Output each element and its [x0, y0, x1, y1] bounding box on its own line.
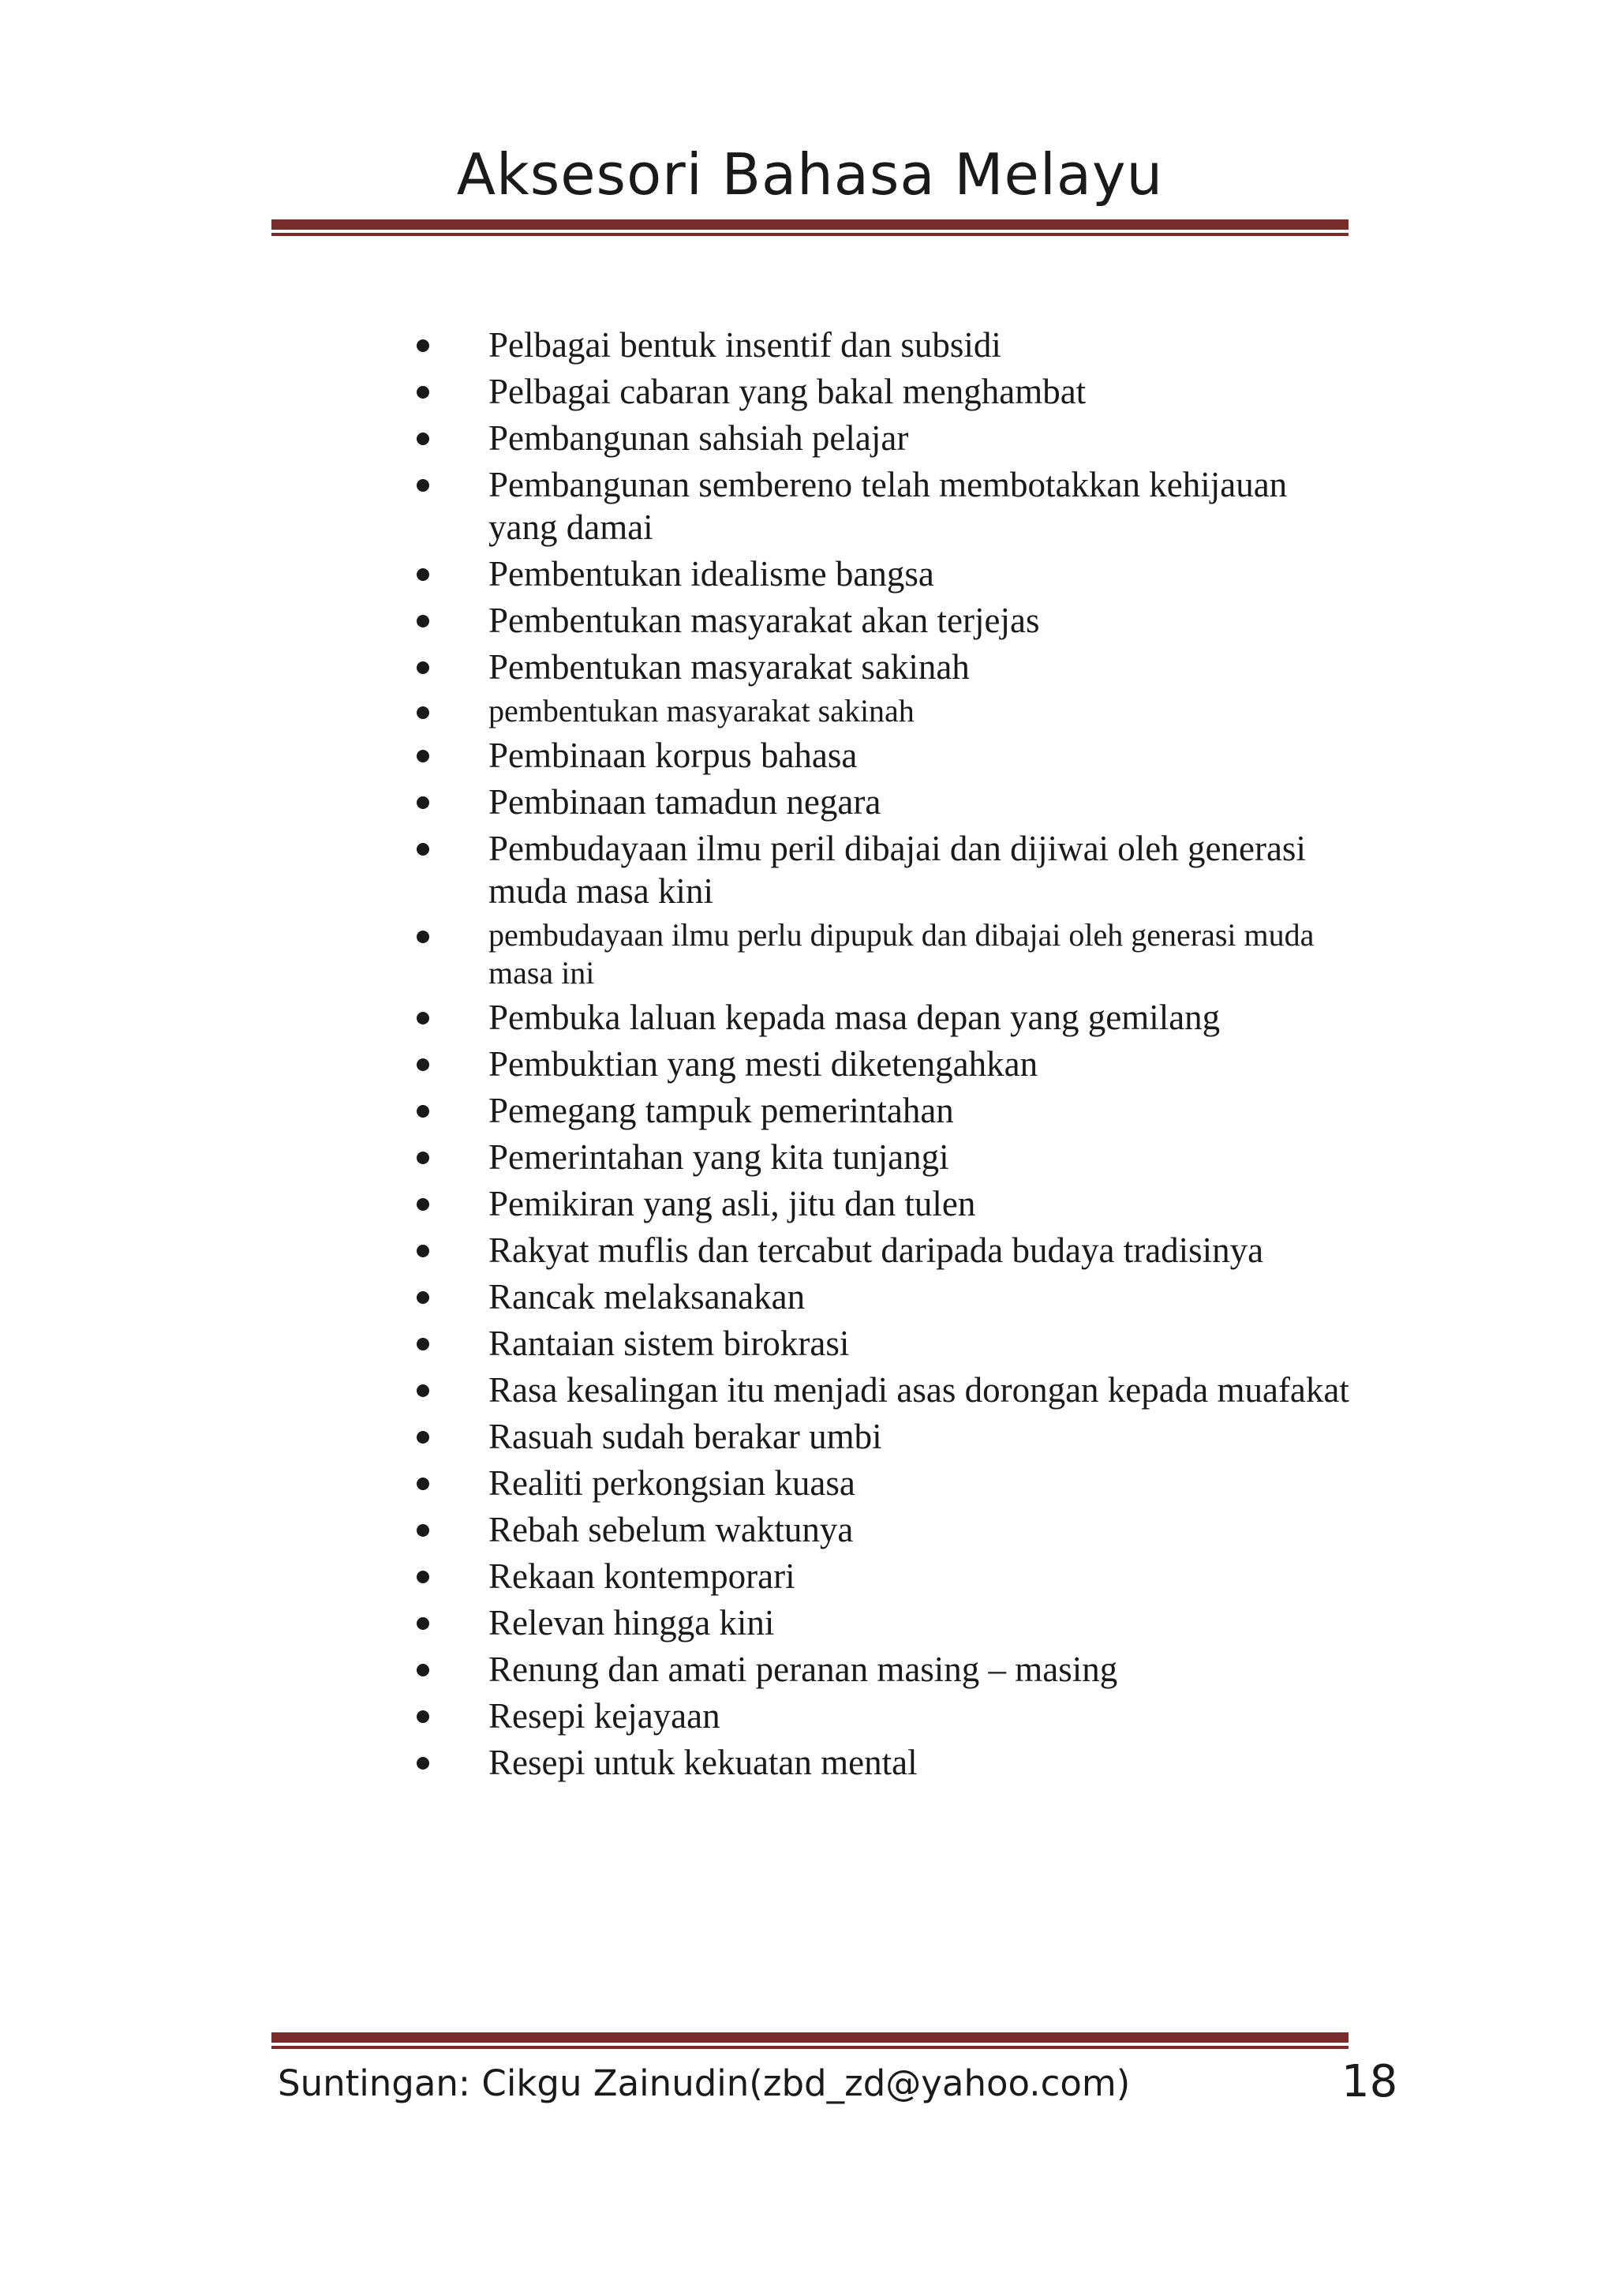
list-item-text: Pemerintahan yang kita tunjangi [488, 1137, 949, 1177]
list-item-text: pembentukan masyarakat sakinah [488, 693, 915, 729]
list-item [410, 1601, 1349, 1644]
bullet-icon [417, 1478, 429, 1490]
list-item-text: Resepi untuk kekuatan mental [488, 1743, 918, 1782]
list-item [410, 1462, 1349, 1504]
list-item [410, 1555, 1349, 1597]
footer-divider [271, 2032, 1349, 2049]
bullet-icon [417, 1058, 429, 1071]
bullet-icon [417, 615, 429, 627]
bullet-icon [417, 796, 429, 809]
list-item-text: Rantaian sistem birokrasi [488, 1324, 850, 1363]
bullet-icon [417, 339, 429, 352]
list-item [410, 324, 1349, 366]
page-title: Aksesori Bahasa Melayu [456, 141, 1164, 208]
bullet-icon [417, 1431, 429, 1444]
header-divider [271, 219, 1349, 236]
list-item-text: Relevan hingga kini [488, 1603, 775, 1642]
list-item-text: Rancak melaksanakan [488, 1277, 806, 1317]
list-item-text: Renung dan amati peranan masing – masing [488, 1650, 1118, 1689]
list-item [410, 1043, 1349, 1085]
page-number: 18 [1341, 2056, 1398, 2107]
list-item [410, 1182, 1349, 1225]
list-item-text: Rasa kesalingan itu menjadi asas dorongan kepada muafakat [488, 1370, 1349, 1410]
list-item [410, 692, 1349, 730]
list-item-text: Pembuktian yang mesti diketengahkan [488, 1044, 1038, 1084]
bullet-icon [417, 1664, 429, 1676]
list-item-text: Pembuka laluan kepada masa depan yang gemilang [488, 998, 1221, 1037]
list-item-text: Pembentukan idealisme bangsa [488, 554, 934, 594]
list-item [410, 1648, 1349, 1691]
bullet-icon [417, 1617, 429, 1630]
list-item-text: Pembangunan sembereno telah membotakkan kehijauan yang damai [488, 465, 1288, 547]
list-item-text: Pemegang tampuk pemerintahan [488, 1091, 954, 1130]
bullet-icon [417, 1152, 429, 1164]
bullet-icon [417, 1198, 429, 1211]
bullet-icon [417, 750, 429, 762]
list-item-text: Pelbagai bentuk insentif dan subsidi [488, 325, 1001, 365]
list-item-text: Rebah sebelum waktunya [488, 1510, 854, 1549]
bullet-icon [417, 386, 429, 399]
bullet-icon [417, 1757, 429, 1770]
list-item [410, 996, 1349, 1039]
list-item [410, 1695, 1349, 1737]
bullet-icon [417, 479, 429, 492]
bullet-icon [417, 1012, 429, 1024]
list-item-text: Resepi kejayaan [488, 1696, 720, 1736]
list-item-text: pembudayaan ilmu perlu dipupuk dan dibajai oleh generasi muda masa ini [488, 917, 1315, 991]
list-item [410, 599, 1349, 642]
bullet-icon [417, 568, 429, 581]
list-item [410, 1229, 1349, 1272]
bullet-icon [417, 1245, 429, 1257]
list-item [410, 1508, 1349, 1551]
list-item [410, 916, 1349, 992]
list-item [410, 463, 1349, 549]
list-item [410, 1322, 1349, 1365]
list-item-text: Realiti perkongsian kuasa [488, 1463, 855, 1503]
list-item-text: Pembudayaan ilmu peril dibajai dan dijiwai oleh generasi muda masa kini [488, 829, 1306, 911]
list-item [410, 1369, 1349, 1411]
bullet-icon [417, 1105, 429, 1118]
bullet-icon [417, 931, 429, 943]
bullet-icon [417, 1524, 429, 1537]
list-item-text: Rekaan kontemporari [488, 1556, 795, 1596]
list-item [410, 1089, 1349, 1132]
list-item-text: Pembinaan korpus bahasa [488, 736, 858, 775]
bullet-icon [417, 433, 429, 445]
list-item [410, 827, 1349, 912]
list-item [410, 370, 1349, 413]
bullet-icon [417, 1291, 429, 1304]
list-item-text: Pembangunan sahsiah pelajar [488, 418, 909, 458]
list-item-text: Rasuah sudah berakar umbi [488, 1417, 882, 1456]
bullet-icon [417, 843, 429, 856]
bullet-icon [417, 1710, 429, 1723]
list-item-text: Pembentukan masyarakat akan terjejas [488, 601, 1040, 640]
list-item-text: Pelbagai cabaran yang bakal menghambat [488, 372, 1087, 411]
list-item [410, 734, 1349, 777]
list-item-text: Pembentukan masyarakat sakinah [488, 647, 970, 687]
list-item [410, 1741, 1349, 1784]
bullet-icon [417, 1338, 429, 1350]
list-item [410, 1136, 1349, 1178]
phrase-list [410, 324, 1349, 1788]
footer-credit: Suntingan: Cikgu Zainudin(zbd_zd@yahoo.com) [278, 2062, 1131, 2104]
list-item [410, 1415, 1349, 1458]
bullet-icon [417, 661, 429, 674]
bullet-icon [417, 706, 429, 719]
list-item-text: Pembinaan tamadun negara [488, 782, 881, 822]
bullet-icon [417, 1571, 429, 1583]
list-item [410, 417, 1349, 459]
list-item [410, 781, 1349, 823]
list-item [410, 552, 1349, 595]
list-item [410, 646, 1349, 688]
list-item-text: Pemikiran yang asli, jitu dan tulen [488, 1184, 976, 1223]
list-item [410, 1275, 1349, 1318]
list-item-text: Rakyat muflis dan tercabut daripada budaya tradisinya [488, 1230, 1264, 1270]
bullet-icon [417, 1384, 429, 1397]
